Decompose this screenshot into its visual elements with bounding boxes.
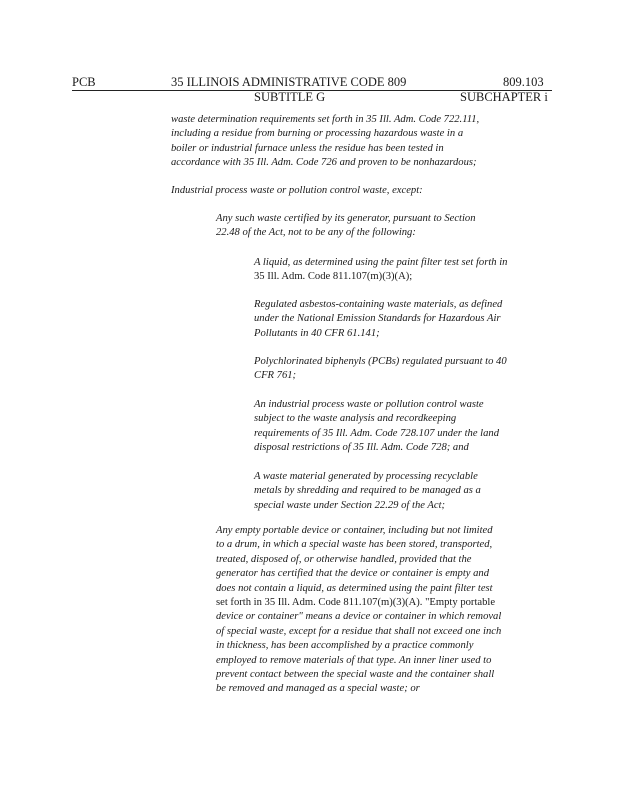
text-line: disposal restrictions of 35 Ill. Adm. Code 728; and [254, 442, 469, 454]
text-line: Regulated asbestos-containing waste materials, as defined [254, 299, 503, 310]
text-line: generator has certified that the device or container is empty and [216, 568, 490, 580]
paragraph-liquid [254, 256, 507, 285]
text-line: subject to the waste analysis and recordkeeping [254, 413, 457, 425]
text-line: special waste under Section 22.29 of the Act; [254, 499, 446, 511]
text-line: be removed and managed as a special waste; or [216, 683, 420, 695]
text-line: CFR 761; [254, 370, 297, 382]
text-line: set forth in 35 Ill. Adm. Code 811.107(m)(3)(A). "Empty portable [216, 597, 496, 609]
text-line: 35 Ill. Adm. Code 811.107(m)(3)(A); [254, 271, 413, 283]
text-line: prevent contact between the special waste and the container shall [216, 669, 495, 681]
text-line: to a drum, in which a special waste has been stored, transported, [216, 539, 493, 551]
text-line: does not contain a liquid, as determined using the paint filter test [216, 582, 493, 594]
text-line: treated, disposed of, or otherwise handled, provided that the [216, 553, 472, 565]
text-line: Pollutants in 40 CFR 61.141; [254, 327, 380, 339]
header-subchapter: SUBCHAPTER i [460, 90, 548, 104]
text-line: An industrial process waste or pollution control waste [254, 399, 484, 410]
paragraph-residue-continuation [171, 113, 479, 171]
text-line: A waste material generated by processing recyclable [254, 471, 478, 482]
header-subtitle: SUBTITLE G [254, 90, 326, 104]
text-line: under the National Emission Standards for Hazardous Air [254, 313, 501, 325]
text-line: device or container" means a device or container in which removal [216, 611, 502, 623]
text-line: A liquid, as determined using the paint filter test set forth in [254, 257, 508, 268]
text-line: Polychlorinated biphenyls (PCBs) regulated pursuant to 40 [254, 356, 507, 367]
text-line: Any empty portable device or container, including but not limited [216, 525, 493, 536]
paragraph-empty-container [216, 524, 501, 697]
paragraph-industrial-waste-analysis [254, 398, 499, 456]
text-line: requirements of 35 Ill. Adm. Code 728.107 under the land [254, 427, 500, 439]
text-line: employed to remove materials of that type. An inner liner used to [216, 654, 492, 666]
text-line: Industrial process waste or pollution control waste, except: [171, 185, 423, 196]
text-line: boiler or industrial furnace unless the residue has been tested in [171, 142, 444, 154]
paragraph-pcbs [254, 355, 507, 384]
header-title: 35 ILLINOIS ADMINISTRATIVE CODE 809 [171, 75, 407, 89]
text-line: including a residue from burning or processing hazardous waste in a [171, 128, 464, 140]
paragraph-certified-waste [216, 212, 476, 241]
text-line: metals by shredding and required to be managed as a [254, 485, 481, 497]
text-line: 22.48 of the Act, not to be any of the following: [216, 227, 416, 239]
header-section-number: 809.103 [503, 75, 544, 89]
paragraph-asbestos [254, 298, 502, 341]
paragraph-industrial-process-waste [171, 184, 423, 198]
text-line: waste determination requirements set forth in 35 Ill. Adm. Code 722.111, [171, 114, 480, 125]
text-line: accordance with 35 Ill. Adm. Code 726 and proven to be nonhazardous; [171, 157, 477, 169]
text-line: Any such waste certified by its generator, pursuant to Section [216, 213, 476, 224]
text-line: in thickness, has been accomplished by a practice commonly [216, 640, 474, 652]
paragraph-recyclable-metals [254, 470, 481, 513]
text-line: of special waste, except for a residue that shall not exceed one inch [216, 625, 502, 637]
header-left-label: PCB [72, 75, 96, 89]
